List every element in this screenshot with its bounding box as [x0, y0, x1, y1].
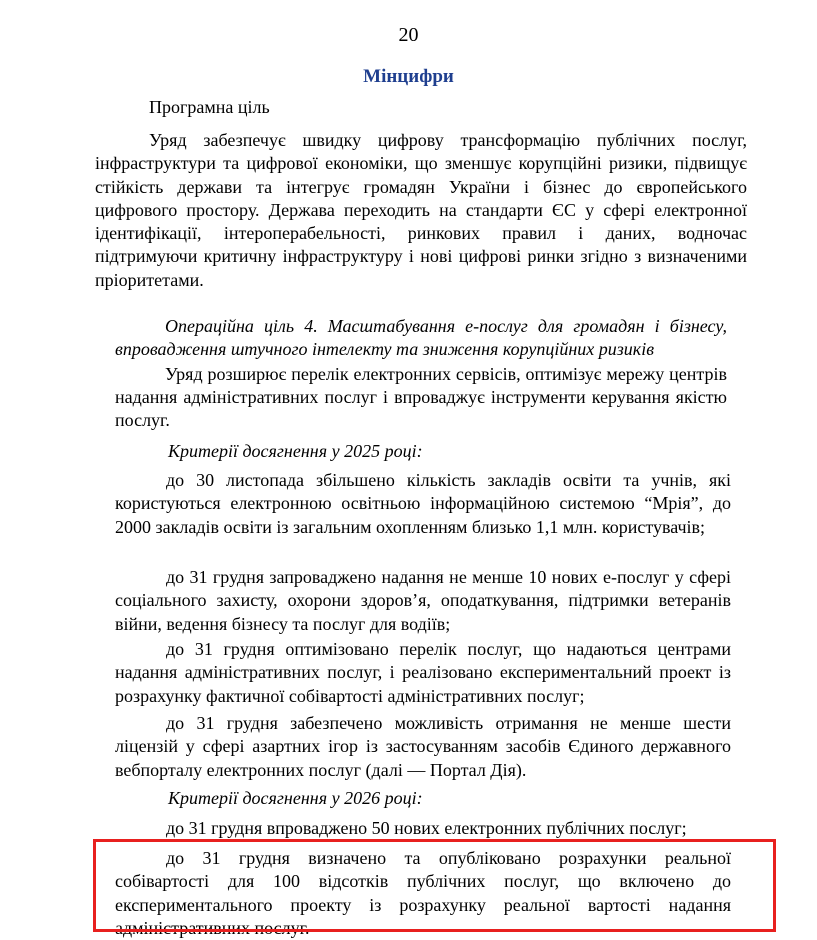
criteria-2026-item-highlighted: до 31 грудня визначено та опубліковано розрахунки реальної собівартості для 100 відсотків публічних послуг, що включено до експериментального проекту із розрахунку реальної вартості надання адміністративних послуг.: [115, 848, 731, 938]
program-goal-paragraph: Уряд забезпечує швидку цифрову трансформацію публічних послуг, інфраструктури та цифрової економіки, що зменшує корупційні ризики, підвищує стійкість держави та інтегрує громадян України і бізнес до європейського цифрового простору. Держава переходить на стандарти ЄС у сфері електронної ідентифікації, інтероперабельності, ринкових правил і даних, водночас підтримуючи критичну інфраструктуру і нові цифрові ринки згідно з визначеними пріоритетами.: [95, 130, 747, 290]
criteria-2026-item: до 31 грудня впроваджено 50 нових електронних публічних послуг;: [166, 818, 687, 838]
criteria-2025-item: до 31 грудня забезпечено можливість отримання не менше шести ліцензій у сфері азартних ігор із застосуванням засобів Єдиного державного вебпорталу електронних послуг (далі — Портал Дія).: [115, 713, 731, 780]
section-heading: Програмна ціль: [149, 97, 270, 117]
criteria-2025-item: до 31 грудня оптимізовано перелік послуг, що надаються центрами надання адміністративних послуг, і реалізовано експериментальний проект із розрахунку фактичної собівартості адміністративних послуг;: [115, 639, 731, 706]
criteria-2026-heading: Критерії досягнення у 2026 році:: [168, 788, 423, 808]
operational-goal-paragraph: Уряд розширює перелік електронних сервісів, оптимізує мережу центрів надання адміністративних послуг і впроваджує інструменти керування якістю послуг.: [115, 364, 727, 430]
operational-goal-title: Операційна ціль 4. Масштабування е-послуг для громадян і бізнесу, впровадження штучного інтелекту та зниження корупційних ризиків: [115, 316, 727, 359]
criteria-2025-item: до 31 грудня запроваджено надання не менше 10 нових е-послуг у сфері соціального захисту, охорони здоров’я, оподаткування, підтримки ветеранів війни, ведення бізнесу та послуг для водіїв;: [115, 567, 731, 634]
highlight-box: [93, 839, 776, 932]
criteria-2025-heading: Критерії досягнення у 2025 році:: [168, 441, 423, 461]
ministry-title: Мінцифри: [363, 66, 454, 87]
criteria-2025-item: до 30 листопада збільшено кількість закладів освіти та учнів, які користуються електронною освітньою інформаційною системою “Мрія”, до 2000 закладів освіти із загальним охопленням близько 1,1 млн. користувачів;: [115, 470, 731, 537]
page-number: 20: [398, 24, 419, 46]
